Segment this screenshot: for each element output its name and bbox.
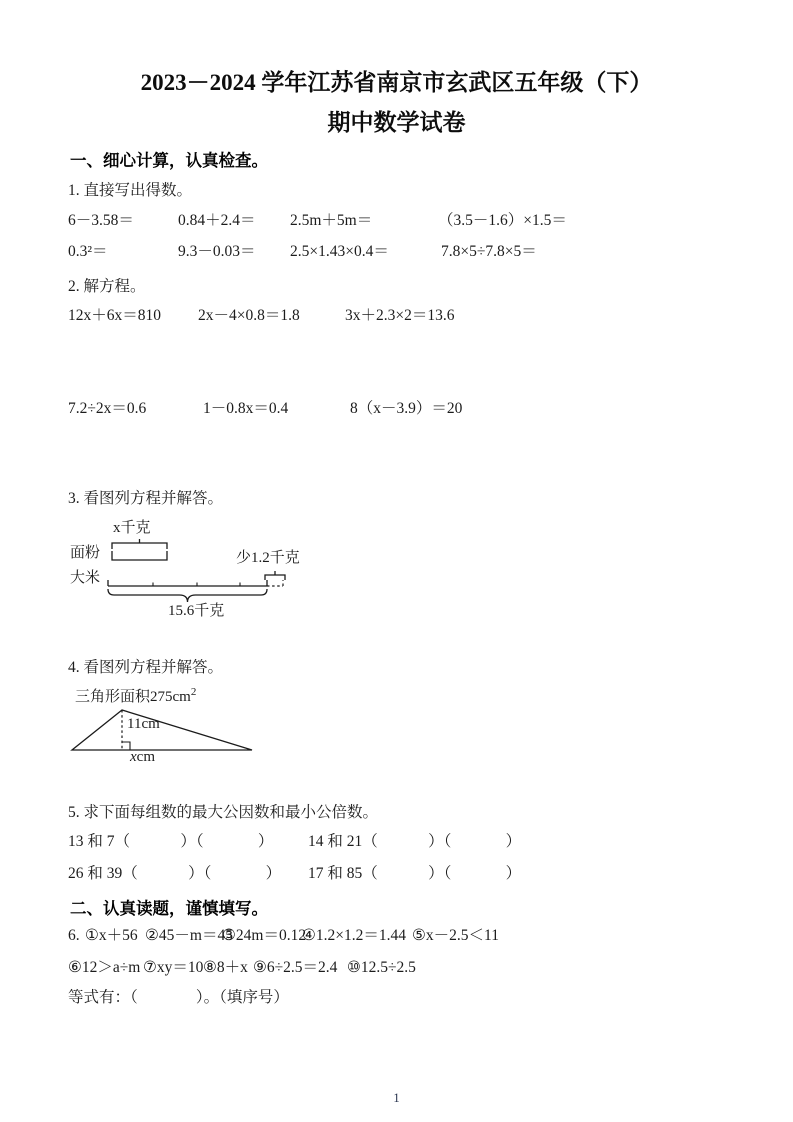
page-title-line2: 期中数学试卷: [327, 110, 466, 135]
q1-expression: 0.3²＝: [68, 243, 108, 260]
q6-item: ⑦xy＝10: [143, 959, 204, 976]
base-label: [130, 749, 155, 766]
q5-label: 5. 求下面每组数的最大公因数和最小公倍数。: [68, 804, 379, 821]
q6-number: 6.: [68, 927, 80, 944]
area-text: 三角形面积275cm: [75, 689, 191, 705]
rice-label: 大米: [70, 570, 101, 586]
q3-label: 3. 看图列方程并解答。: [68, 490, 224, 507]
base-variable: x: [130, 749, 137, 765]
q6-item: ④1.2×1.2＝1.44: [302, 927, 407, 944]
q1-expression: 0.84＋2.4＝: [178, 212, 256, 229]
q1-expression: 9.3－0.03＝: [178, 243, 256, 260]
flour-amount-label: x千克: [113, 520, 151, 536]
q6-item: ⑧8＋x: [203, 959, 248, 976]
q6-item: ⑩12.5÷2.5: [347, 959, 416, 976]
q6-item: ②45－m＝45: [145, 927, 233, 944]
page-title-line1: 2023－2024 学年江苏省南京市玄武区五年级（下）: [140, 70, 653, 95]
q2-equation: 2x－4×0.8＝1.8: [198, 307, 300, 324]
base-unit: cm: [136, 749, 155, 765]
shortfall-label: 少1.2千克: [236, 550, 300, 566]
flour-label: 面粉: [70, 545, 101, 561]
q6-item: ①x＋56: [85, 927, 138, 944]
q5-pair: 26 和 39（ ）（ ）: [68, 865, 282, 882]
q1-expression: 6－3.58＝: [68, 212, 134, 229]
q2-equation: 3x＋2.3×2＝13.6: [345, 307, 455, 324]
section1-heading: 一、细心计算，认真检查。: [70, 152, 268, 170]
q2-equation: 8（x－3.9）＝20: [350, 400, 463, 417]
q6-answer-blank: 等式有：（ ）。（填序号）: [68, 989, 289, 1006]
q6-item: ⑥12＞a÷m: [68, 959, 141, 976]
right-angle-mark: [122, 742, 130, 750]
q4-triangle-diagram: [50, 685, 330, 780]
total-label: 15.6千克: [168, 603, 225, 619]
q2-equation: 12x＋6x＝810: [68, 307, 162, 324]
q1-label: 1. 直接写出得数。: [68, 182, 193, 199]
rice-bar: [108, 580, 283, 586]
q2-label: 2. 解方程。: [68, 278, 146, 295]
total-underbrace: [108, 589, 267, 602]
q4-label: 4. 看图列方程并解答。: [68, 659, 224, 676]
triangle-outline: [72, 710, 252, 750]
shortfall-bracket: [265, 571, 285, 580]
q1-expression: 2.5m＋5m＝: [290, 212, 373, 229]
q6-item: ⑤x－2.5＜11: [412, 927, 499, 944]
page-number: 1: [393, 1091, 400, 1105]
triangle-area-label: [75, 687, 196, 706]
q6-item: ③24m＝0.12: [222, 927, 307, 944]
section2-heading: 二、认真读题，谨慎填写。: [70, 900, 268, 918]
q2-equation: 1－0.8x＝0.4: [203, 400, 289, 417]
q5-pair: 17 和 85（ ）（ ）: [308, 865, 522, 882]
q6-item: ⑨6÷2.5＝2.4: [253, 959, 338, 976]
flour-bar: [112, 539, 167, 560]
area-superscript: 2: [190, 686, 197, 698]
q1-expression: （3.5－1.6）×1.5＝: [438, 212, 567, 229]
q1-expression: 7.8×5÷7.8×5＝: [441, 243, 537, 260]
q3-bar-diagram: [60, 516, 320, 626]
q1-expression: 2.5×1.43×0.4＝: [290, 243, 389, 260]
height-label: 11cm: [127, 716, 160, 732]
q5-pair: 13 和 7（ ）（ ）: [68, 833, 274, 850]
q2-equation: 7.2÷2x＝0.6: [68, 400, 147, 417]
q5-pair: 14 和 21（ ）（ ）: [308, 833, 522, 850]
